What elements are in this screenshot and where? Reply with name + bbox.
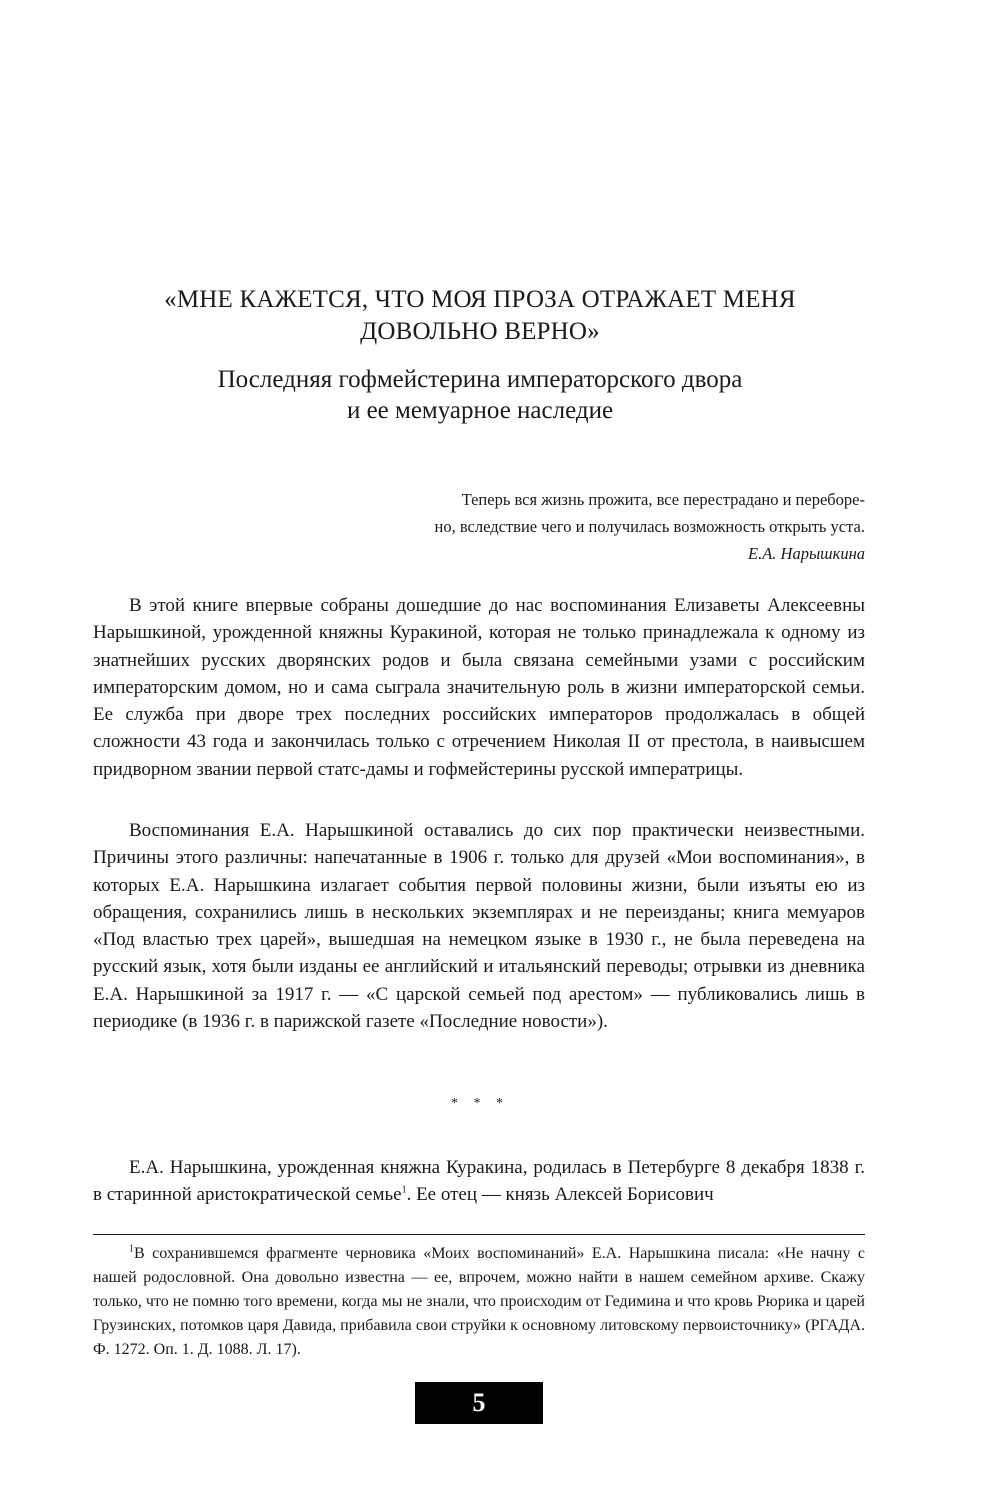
body-paragraph-1 — [93, 592, 865, 783]
chapter-subtitle-line-1: Последняя гофмейстерина императорского двора — [217, 366, 743, 393]
paragraph-text-end: . Ее отец — князь Алексей Борисович — [406, 1184, 714, 1206]
footnote — [93, 1242, 865, 1362]
paragraph-text-start: Е.А. Нарышкина, урожденная княжна Куракина, родилась в Петербурге 8 декабря 1838 г. в старинной аристократической семье — [93, 1157, 865, 1206]
chapter-title — [120, 284, 840, 348]
chapter-title-line-2: ДОВОЛЬНО ВЕРНО» — [360, 318, 600, 345]
body-paragraph-2 — [93, 817, 865, 1035]
epigraph — [340, 486, 865, 567]
epigraph-line-2: но, вследствие чего и получилась возможность открыть уста. — [434, 517, 865, 536]
chapter-subtitle-line-2: и ее мемуарное наследие — [346, 397, 614, 424]
footnote-reference: 1 — [401, 1184, 407, 1196]
epigraph-author: Е.А. Нарышкина — [748, 544, 865, 563]
footnote-body: В сохранившемся фрагменте черновика «Моих воспоминаний» Е.А. Нарышкина писала: «Не начну с нашей родословной. Она довольно известна — ее, впрочем, можно найти в нашем семейном архиве. Скажу только, что не помню того времени, когда мы не знали, что происходим от Гедимина и что кровь Рюрика и царей Грузинских, потомков царя Давида, прибавила свои струйки к основному литовскому первоисточнику» (РГАДА. Ф. 1272. Оп. 1. Д. 1088. Л. 17). — [93, 1245, 865, 1358]
page-number: 5 — [415, 1382, 543, 1424]
chapter-title-line-1: «МНЕ КАЖЕТСЯ, ЧТО МОЯ ПРОЗА ОТРАЖАЕТ МЕНЯ — [164, 286, 796, 313]
footnote-divider — [93, 1234, 865, 1235]
body-paragraph-3 — [93, 1154, 865, 1209]
footnote-text — [93, 1242, 865, 1362]
paragraph-text: Воспоминания Е.А. Нарышкиной оставались до сих пор практически неизвестными. Причины этого различны: напечатанные в 1906 г. только для друзей «Мои воспоминания», в которых Е.А. Нарышкина излагает события первой половины жизни, были изъяты ею из обращения, сохранились лишь в нескольких экземплярах и не переизданы; книга мемуаров «Под властью трех царей», вышедшая на немецком языке в 1930 г., не была переведена на русский язык, хотя были изданы ее английский и итальянский переводы; отрывки из дневника Е.А. Нарышкиной за 1917 г. — «С царской семьей под арестом» — публиковались лишь в периодике (в 1936 г. в парижской газете «Последние новости»). — [93, 820, 865, 1033]
paragraph-text — [93, 1154, 865, 1209]
footnote-marker: 1 — [129, 1243, 134, 1255]
paragraph-text: В этой книге впервые собраны дошедшие до нас воспоминания Елизаветы Алексеевны Нарышкиной, урожденной княжны Куракиной, которая не только принадлежала к одному из знатнейших русских дворянских родов и была связана семейными узами с российским императорским домом, но и сама сыграла значительную роль в жизни императорской семьи. Ее служба при дворе трех последних российских императоров продолжалась в общей сложности 43 года и закончилась только с отречением Николая II от престола, в наивысшем придворном звании первой статс-дамы и гофмейстерины русской императрицы. — [93, 595, 865, 780]
section-separator: * * * — [451, 1096, 509, 1111]
epigraph-line-1: Теперь вся жизнь прожита, все перестрадано и переборе- — [461, 490, 865, 509]
chapter-subtitle — [120, 364, 840, 426]
